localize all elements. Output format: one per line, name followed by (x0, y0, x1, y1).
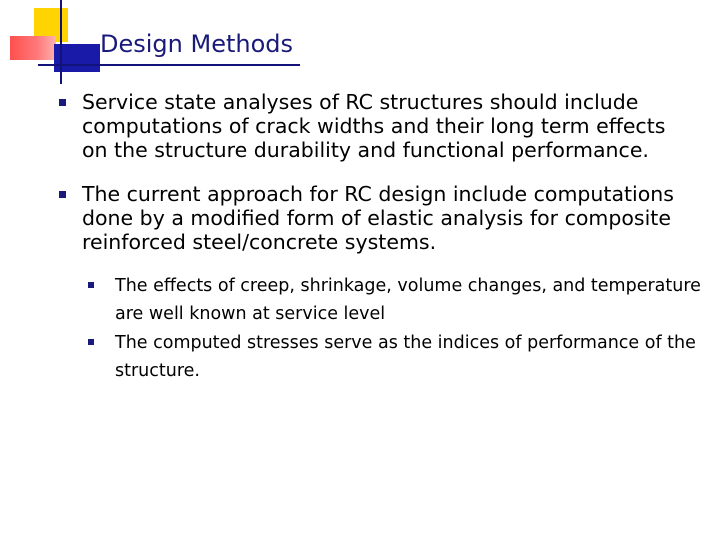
bullet-text: The current approach for RC design include computations done by a modified form of elastic analysis for composite reinforced steel/concrete systems. (82, 182, 674, 254)
decor-horizontal-line (38, 64, 300, 66)
sub-bullet-text: The effects of creep, shrinkage, volume changes, and temperature are well known at service level (115, 276, 701, 324)
square-bullet-icon (59, 191, 66, 198)
decor-red-bar (10, 36, 56, 60)
square-bullet-icon (88, 282, 94, 288)
square-bullet-icon (88, 339, 94, 345)
sub-bullet-text: The computed stresses serve as the indices of performance of the structure. (115, 333, 696, 381)
bullet-item (82, 182, 697, 254)
sub-bullet-item (115, 272, 705, 328)
sub-bullet-item (115, 329, 705, 385)
bullet-text: Service state analyses of RC structures should include computations of crack widths and their long term effects on the structure durability and functional performance. (82, 90, 666, 162)
slide-title: Design Methods (100, 30, 294, 58)
bullet-item (82, 90, 697, 162)
decor-vertical-line (60, 0, 62, 84)
square-bullet-icon (59, 99, 66, 106)
